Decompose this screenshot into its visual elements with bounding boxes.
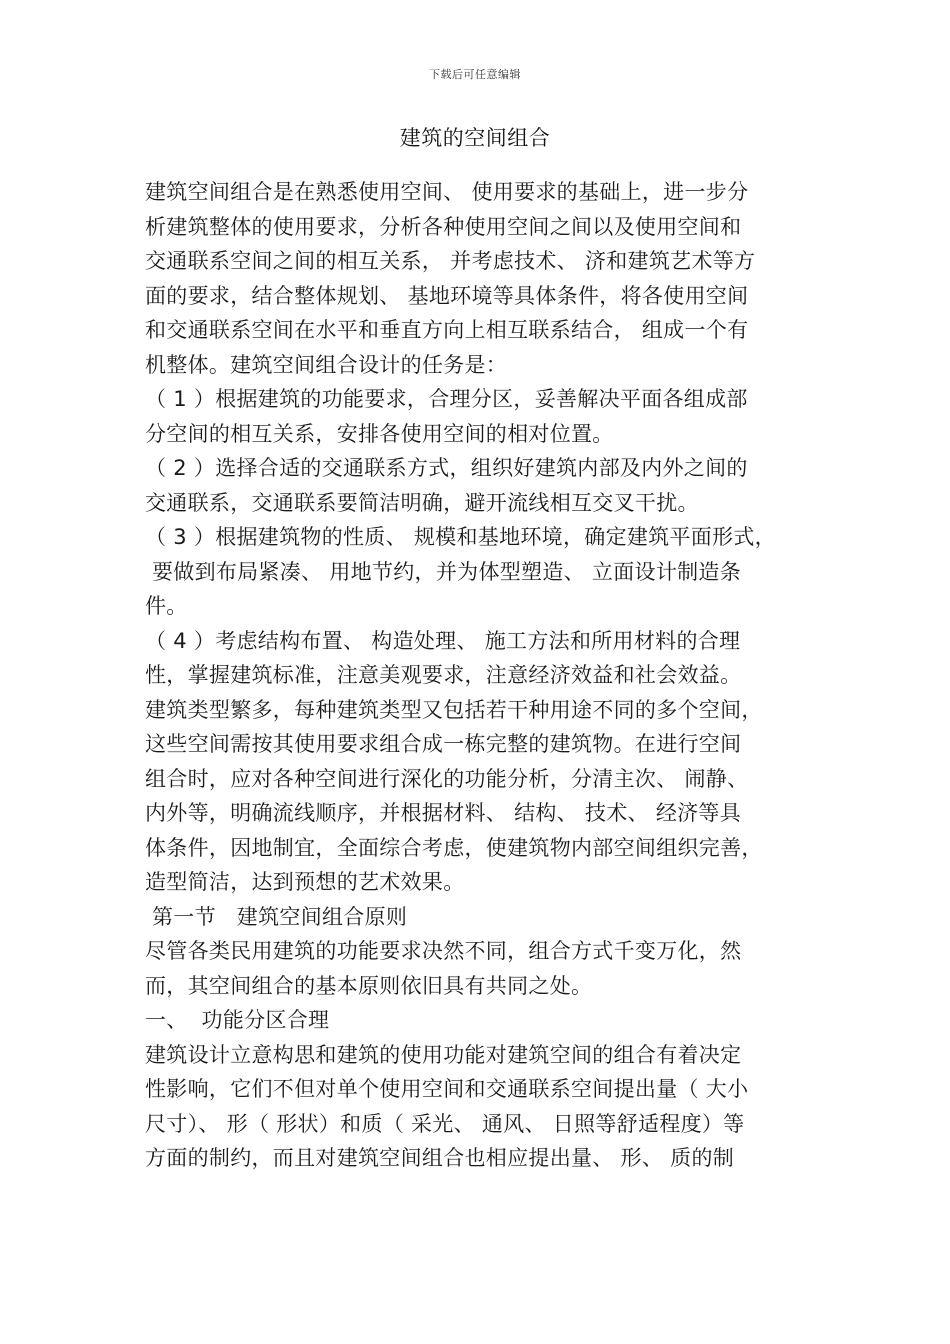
document-title: 建筑的空间组合 (399, 126, 551, 150)
text-line: 方面的制约，而且对建筑空间组合也相应提出量、 形、 质的制 (145, 1146, 735, 1170)
text-line: 析建筑整体的使用要求，分析各种使用空间之间以及使用空间和 (145, 214, 742, 239)
text-line: 建筑空间组合是在熟悉使用空间、 使用要求的基础上，进一步分 (145, 180, 749, 204)
text-line: 造型简洁，达到预想的艺术效果。 (145, 870, 465, 894)
text-line: 组合时，应对各种空间进行深化的功能分析，分清主次、 闹静、 (145, 766, 749, 791)
section-heading: 第一节 建筑空间组合原则 (145, 904, 408, 929)
text-line: 交通联系空间之间的相互关系， 并考虑技术、 济和建筑艺术等方 (145, 249, 756, 273)
text-line: 交通联系，交通联系要简洁明确，避开流线相互交叉干扰。 (145, 490, 699, 515)
text-line: （ 3 ）根据建筑物的性质、 规模和基地环境，确定建筑平面形式， (145, 525, 776, 549)
text-line: （ 1 ）根据建筑的功能要求，合理分区，妥善解决平面各组成部 (145, 387, 748, 411)
text-line: 内外等，明确流线顺序，并根据材料、 结构、 技术、 经济等具 (145, 801, 742, 825)
text-line: 体条件，因地制宜，全面综合考虑，使建筑物内部空间组织完善， (145, 835, 763, 860)
text-line: 性影响，它们不但对单个使用空间和交通联系空间提出量（ 大小 (145, 1077, 749, 1101)
text-line: 面的要求，结合整体规划、 基地环境等具体条件，将各使用空间 (145, 283, 749, 308)
text-line: 建筑设计立意构思和建筑的使用功能对建筑空间的组合有着决定 (145, 1042, 742, 1067)
text-line: 和交通联系空间在水平和垂直方向上相互联系结合， 组成一个有 (145, 318, 749, 342)
text-line: 这些空间需按其使用要求组合成一栋完整的建筑物。在进行空间 (145, 732, 742, 756)
text-line: 建筑类型繁多，每种建筑类型又包括若干种用途不同的多个空间， (145, 697, 763, 722)
text-line: （ 2 ）选择合适的交通联系方式，组织好建筑内部及内外之间的 (145, 456, 748, 480)
text-line: 性，掌握建筑标准，注意美观要求，注意经济效益和社会效益。 (145, 663, 742, 687)
text-line: 件。 (145, 594, 188, 618)
text-line: 要做到布局紧凑、 用地节约，并为体型塑造、 立面设计制造条 (145, 559, 742, 584)
text-line: 分空间的相互关系，安排各使用空间的相对位置。 (145, 421, 614, 446)
body-text (145, 175, 813, 1176)
header-note: 下载后可任意编辑 (429, 68, 521, 81)
text-line: 机整体。建筑空间组合设计的任务是： (145, 352, 508, 377)
text-line: 尽管各类民用建筑的功能要求决然不同，组合方式千变万化，然 (145, 939, 742, 963)
text-line: 尺寸）、 形（ 形状）和质（ 采光、 通风、 日照等舒适程度）等 (145, 1111, 745, 1136)
subsection-heading: 一、 功能分区合理 (145, 1008, 330, 1032)
text-line: 而，其空间组合的基本原则依旧具有共同之处。 (145, 973, 593, 998)
text-line: （ 4 ）考虑结构布置、 构造处理、 施工方法和所用材料的合理 (145, 628, 741, 653)
